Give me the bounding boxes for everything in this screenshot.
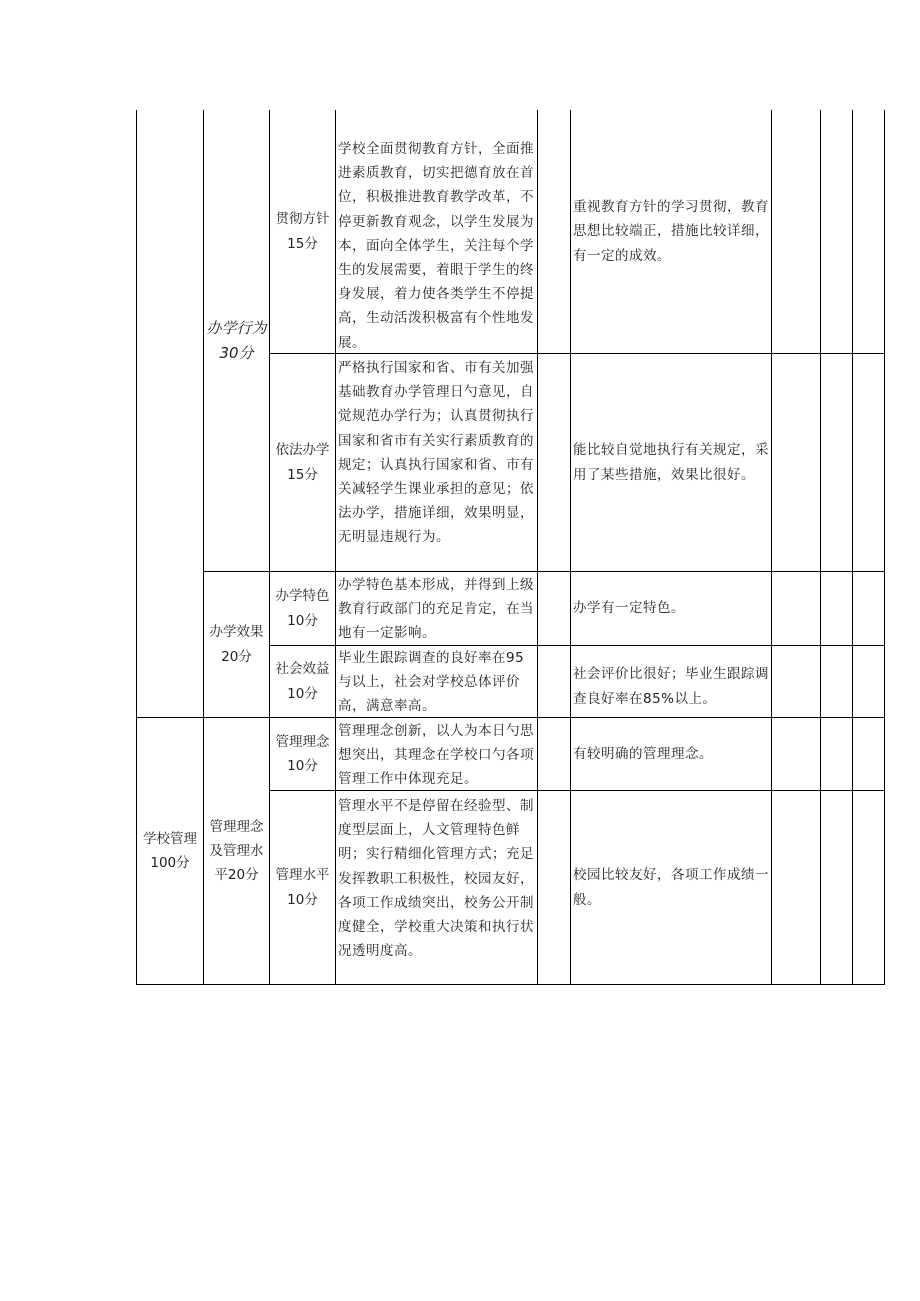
item-cell — [270, 354, 335, 571]
criteria-cell: 管理水平不是停留在经验型、制度型层面上，人文管理特色鲜明；实行精细化管理方式；充足发挥教职工积极性，校园友好，各项工作成绩突出，校务公开制度健全，学校重大决策和执行状况透明度高。 — [338, 798, 534, 960]
group-name: 办学效果 — [209, 624, 264, 641]
evaluation-cell — [571, 718, 771, 790]
column-divider — [852, 110, 853, 985]
category-name: 学校管理 — [143, 830, 197, 847]
evaluation-cell — [571, 646, 771, 717]
column-divider — [771, 110, 772, 985]
item-name: 办学特色 — [275, 588, 330, 605]
item-cell — [270, 110, 335, 353]
criteria-cell: 毕业生跟踪调查的良好率在95与以上，社会对学校总体评价高，满意率高。 — [338, 650, 525, 715]
item-cell — [270, 572, 335, 645]
evaluation-cell — [571, 572, 771, 645]
item-score: 10分 — [287, 612, 318, 629]
item-cell — [270, 646, 335, 717]
evaluation-cell — [571, 354, 771, 571]
group-score: 20分 — [221, 648, 252, 665]
evaluation-cell — [571, 110, 771, 353]
criteria-cell: 管理理念创新，以人为本日勺思想突出，其理念在学校口勺各项管理工作中体现充足。 — [338, 723, 534, 788]
item-score: 10分 — [287, 891, 318, 908]
item-name: 社会效益 — [275, 661, 330, 678]
evaluation-text: 办学有一定特色。 — [573, 600, 685, 617]
evaluation-text: 有较明确的管理理念。 — [573, 745, 713, 762]
group-cell — [204, 572, 269, 717]
group-cell — [204, 110, 269, 571]
group-score: 30分 — [219, 343, 254, 362]
evaluation-cell — [571, 791, 771, 984]
evaluation-text: 重视教育方针的学习贯彻，教育思想比较端正，措施比较详细，有一定的成效。 — [573, 199, 769, 264]
item-score: 10分 — [287, 758, 318, 774]
evaluation-text: 校园比较友好，各项工作成绩一般。 — [573, 867, 769, 908]
item-score: 15分 — [287, 466, 318, 483]
item-name: 管理水平 — [275, 867, 330, 884]
criteria-cell: 学校全面贯彻教育方针，全面推进素质教育，切实把德育放在首位，积极推进教育教学改革，不停更新教育观念，以学生发展为本，面向全体学生，关注每个学生的发展需要，着眼于学生的终身发展，着力使各类学生不停提高，生动活泼积极富有个性地发展。 — [338, 141, 534, 351]
criteria-cell: 办学特色基本形成，并得到上级教育行政部门的充足肯定，在当地有一定影响。 — [338, 577, 534, 642]
criteria-cell: 严格执行国家和省、市有关加强基础教育办学管理日勺意见，自觉规范办学行为；认真贯彻执行国家和省市有关实行素质教育的规定；认真执行国家和省、市有关减轻学生课业承担的意见；依法办学，措施详细，效果明显，无明显违规行为。 — [338, 360, 534, 546]
evaluation-text: 能比较自觉地执行有关规定，采用了某些措施，效果比很好。 — [573, 442, 769, 483]
group-name: 管理理念及管理水平20分 — [209, 818, 264, 884]
column-divider — [820, 110, 821, 985]
item-cell — [270, 791, 335, 984]
item-score: 15分 — [287, 235, 318, 252]
table-border-right — [884, 110, 885, 985]
column-divider — [537, 110, 538, 985]
table-border-bottom — [136, 984, 885, 985]
item-name: 贯彻方针 — [275, 211, 330, 228]
item-cell — [270, 718, 335, 790]
item-score: 10分 — [287, 685, 318, 702]
group-cell — [204, 718, 269, 984]
group-name: 办学行为 — [206, 319, 267, 338]
item-name: 管理理念 — [275, 733, 330, 750]
evaluation-text: 社会评价比很好；毕业生跟踪调查良好率在85%以上。 — [573, 666, 769, 707]
category-cell — [137, 718, 203, 984]
category-score: 100分 — [150, 855, 190, 871]
item-name: 依法办学 — [275, 442, 330, 459]
